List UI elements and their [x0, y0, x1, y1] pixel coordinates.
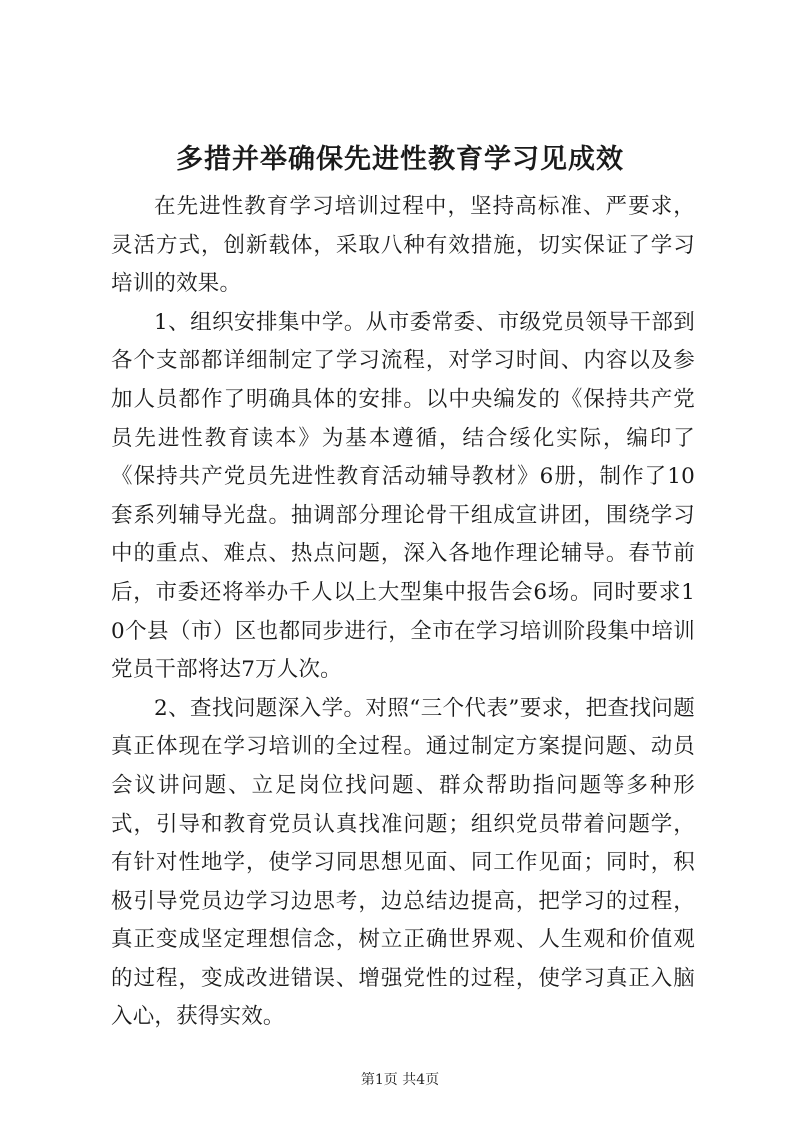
- page-title: 多措并举确保先进性教育学习见成效: [176, 144, 624, 175]
- page-footer: 第1页 共4页: [360, 1072, 440, 1088]
- paragraph-item-2: 2、查找问题深入学。对照“三个代表”要求，把查找问题真正体现在学习培训的全过程。通过制定方案提问题、动员会议讲问题、立足岗位找问题、群众帮助指问题等多种形式，引导和教育党员认真找准问题；组织党员带着问题学，有针对性地学，使学习同思想见面、同工作见面；同时，积极引导党员边学习边思考，边总结边提高，把学习的过程，真正变成坚定理想信念，树立正确世界观、人生观和价值观的过程，变成改进错误、增强党性的过程，使学习真正入脑入心，获得实效。: [111, 695, 695, 1030]
- document-body: [111, 188, 695, 1037]
- paragraph-intro: 在先进性教育学习培训过程中，坚持高标准、严要求，灵活方式，创新载体，采取八种有效措施，切实保证了学习培训的效果。: [111, 194, 695, 297]
- paragraph-item-1: 1、组织安排集中学。从市委常委、市级党员领导干部到各个支部都详细制定了学习流程，对学习时间、内容以及参加人员都作了明确具体的安排。以中央编发的《保持共产党员先进性教育读本》为基本遵循，结合绥化实际，编印了《保持共产党员先进性教育活动辅导教材》6册，制作了10套系列辅导光盘。抽调部分理论骨干组成宣讲团，围绕学习中的重点、难点、热点问题，深入各地作理论辅导。春节前后，市委还将举办千人以上大型集中报告会6场。同时要求10个县（市）区也都同步进行，全市在学习培训阶段集中培训党员干部将达7万人次。: [111, 309, 695, 683]
